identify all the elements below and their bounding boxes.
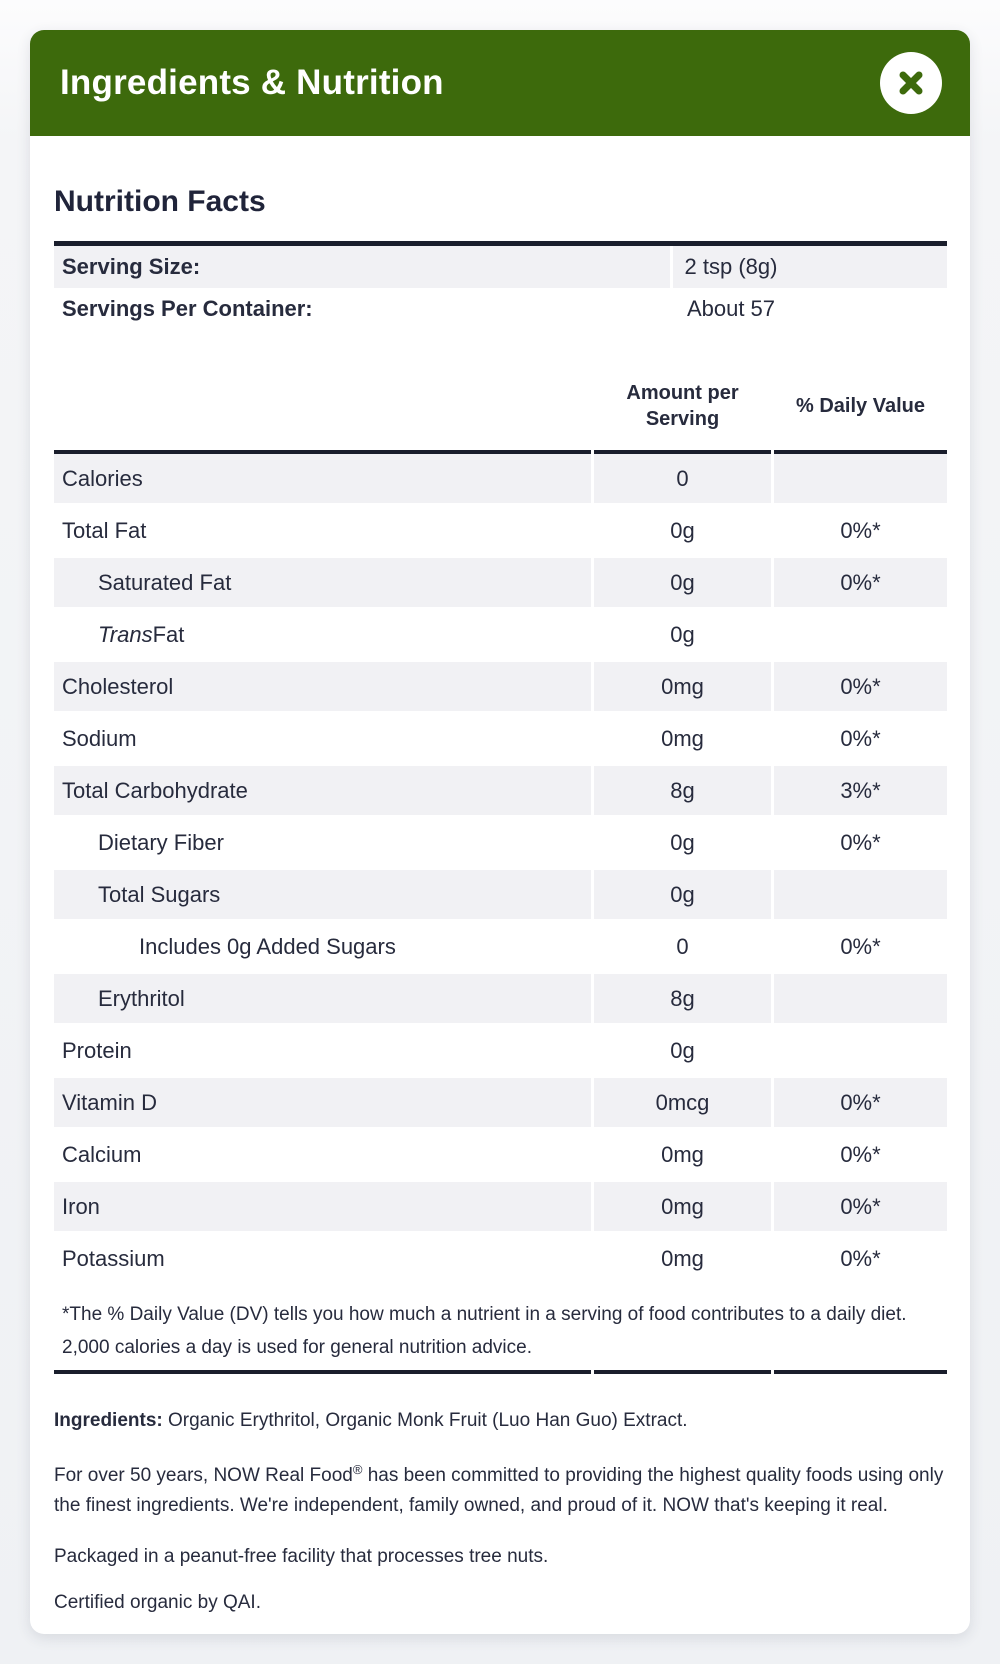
table-row-cholesterol: Cholesterol 0mg 0%*: [54, 662, 947, 711]
servings-per-container-value: About 57: [686, 296, 776, 321]
table-row-potassium: Potassium 0mg 0%*: [62, 1245, 881, 1271]
ingredients-label: Ingredients:: [54, 1410, 163, 1431]
table-row-total-carbohydrate: Total Carbohydrate 8g 3%*: [54, 766, 947, 815]
nutrition-facts-heading: Nutrition Facts: [54, 185, 266, 218]
table-row-total-fat: Total Fat 0g 0%*: [62, 517, 881, 543]
table-row-protein: Protein 0g: [62, 1037, 695, 1063]
table-row-dietary-fiber: Dietary Fiber 0g 0%*: [98, 829, 881, 855]
serving-size-value: 2 tsp (8g): [673, 246, 947, 288]
certification-note: Certified organic by QAI.: [54, 1592, 261, 1613]
packaging-note: Packaged in a peanut-free facility that processes tree nuts.: [54, 1546, 549, 1567]
servings-per-container-label: Servings Per Container:: [62, 296, 313, 321]
table-bottom-border: [54, 1370, 947, 1374]
daily-value-header: % Daily Value: [796, 395, 925, 417]
modal-title: Ingredients & Nutrition: [60, 63, 444, 102]
ingredients-paragraph: Ingredients: Organic Erythritol, Organic Monk Fruit (Luo Han Guo) Extract.: [54, 1410, 688, 1431]
registered-trademark-symbol: ®: [352, 1462, 363, 1477]
table-row-vitamin-d: Vitamin D 0mcg 0%*: [54, 1078, 947, 1127]
table-row-iron: Iron 0mg 0%*: [54, 1182, 947, 1231]
close-button[interactable]: [880, 52, 942, 114]
table-row-added-sugars: Includes 0g Added Sugars 0 0%*: [139, 933, 881, 959]
table-row-saturated-fat: Saturated Fat 0g 0%*: [54, 558, 947, 607]
table-column-headers: [54, 380, 947, 432]
servings-per-container-row: [54, 288, 947, 330]
daily-value-footnote: *The % Daily Value (DV) tells you how much a nutrient in a serving of food contributes to a daily diet. 2,000 calories a day is used for general nutrition advice.: [62, 1304, 907, 1358]
table-row-calories: Calories 0: [54, 454, 947, 503]
amount-per-serving-header: Amount per Serving: [626, 382, 739, 430]
serving-size-row: [54, 246, 947, 288]
close-icon: [896, 68, 926, 98]
table-row-calcium: Calcium 0mg 0%*: [62, 1141, 881, 1167]
table-row-trans-fat: Trans Fat 0g: [98, 621, 695, 647]
modal-body: [30, 186, 970, 1617]
brand-paragraph: For over 50 years, NOW Real Food® has been committed to providing the highest quality foods using only the finest ingredients. We're independent, family owned, and proud of it. NOW that's keeping it real.: [54, 1462, 944, 1516]
table-row-sodium: Sodium 0mg 0%*: [62, 725, 881, 751]
table-row-total-sugars: Total Sugars 0g: [54, 870, 947, 919]
serving-size-label: Serving Size:: [54, 246, 670, 288]
table-row-erythritol: Erythritol 8g: [54, 974, 947, 1023]
ingredients-nutrition-modal: [30, 30, 970, 1634]
modal-header: [30, 30, 970, 136]
